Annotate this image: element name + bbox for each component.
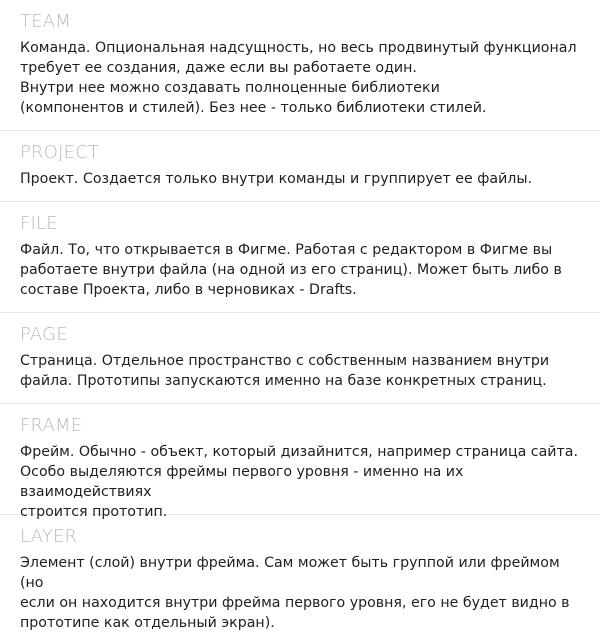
glossary-section-project: [0, 131, 600, 202]
term-description: Элемент (слой) внутри фрейма. Сам может быть группой или фреймом (но если он находится внутри фрейма первого уровня, его не будет видно в прототипе как отдельный экран).: [20, 555, 570, 631]
term-description: Проект. Создается только внутри команды и группирует ее файлы.: [20, 171, 533, 187]
term-description: Фрейм. Обычно - объект, который дизайнится, например страница сайта. Особо выделяются фреймы первого уровня - именно на их взаимодействиях строится прототип.: [20, 444, 578, 520]
term-description: Страница. Отдельное пространство с собственным названием внутри файла. Прототипы запускаются именно на базе конкретных страниц.: [20, 353, 550, 389]
glossary-section-page: [0, 313, 600, 404]
glossary-section-file: [0, 202, 600, 313]
glossary-section-layer: [0, 515, 600, 631]
term-description: Команда. Опциональная надсущность, но весь продвинутый функционал требует ее создания, даже если вы работаете один. Внутри нее можно создавать полноценные библиотеки (компонентов и стилей). Без нее - только библиотеки стилей.: [20, 40, 577, 116]
term-description: Файл. То, что открывается в Фигме. Работая с редактором в Фигме вы работаете внутри файла (на одной из его страниц). Может быть либо в составе Проекта, либо в черновиках - Drafts.: [20, 242, 562, 298]
glossary-section-team: [0, 0, 600, 131]
term-heading: TEAM: [20, 11, 72, 32]
term-heading: LAYER: [20, 526, 78, 547]
glossary-section-frame: [0, 404, 600, 520]
term-heading: FRAME: [20, 415, 83, 436]
term-heading: FILE: [20, 213, 58, 234]
term-heading: PROJECT: [20, 142, 100, 163]
term-heading: PAGE: [20, 324, 68, 345]
